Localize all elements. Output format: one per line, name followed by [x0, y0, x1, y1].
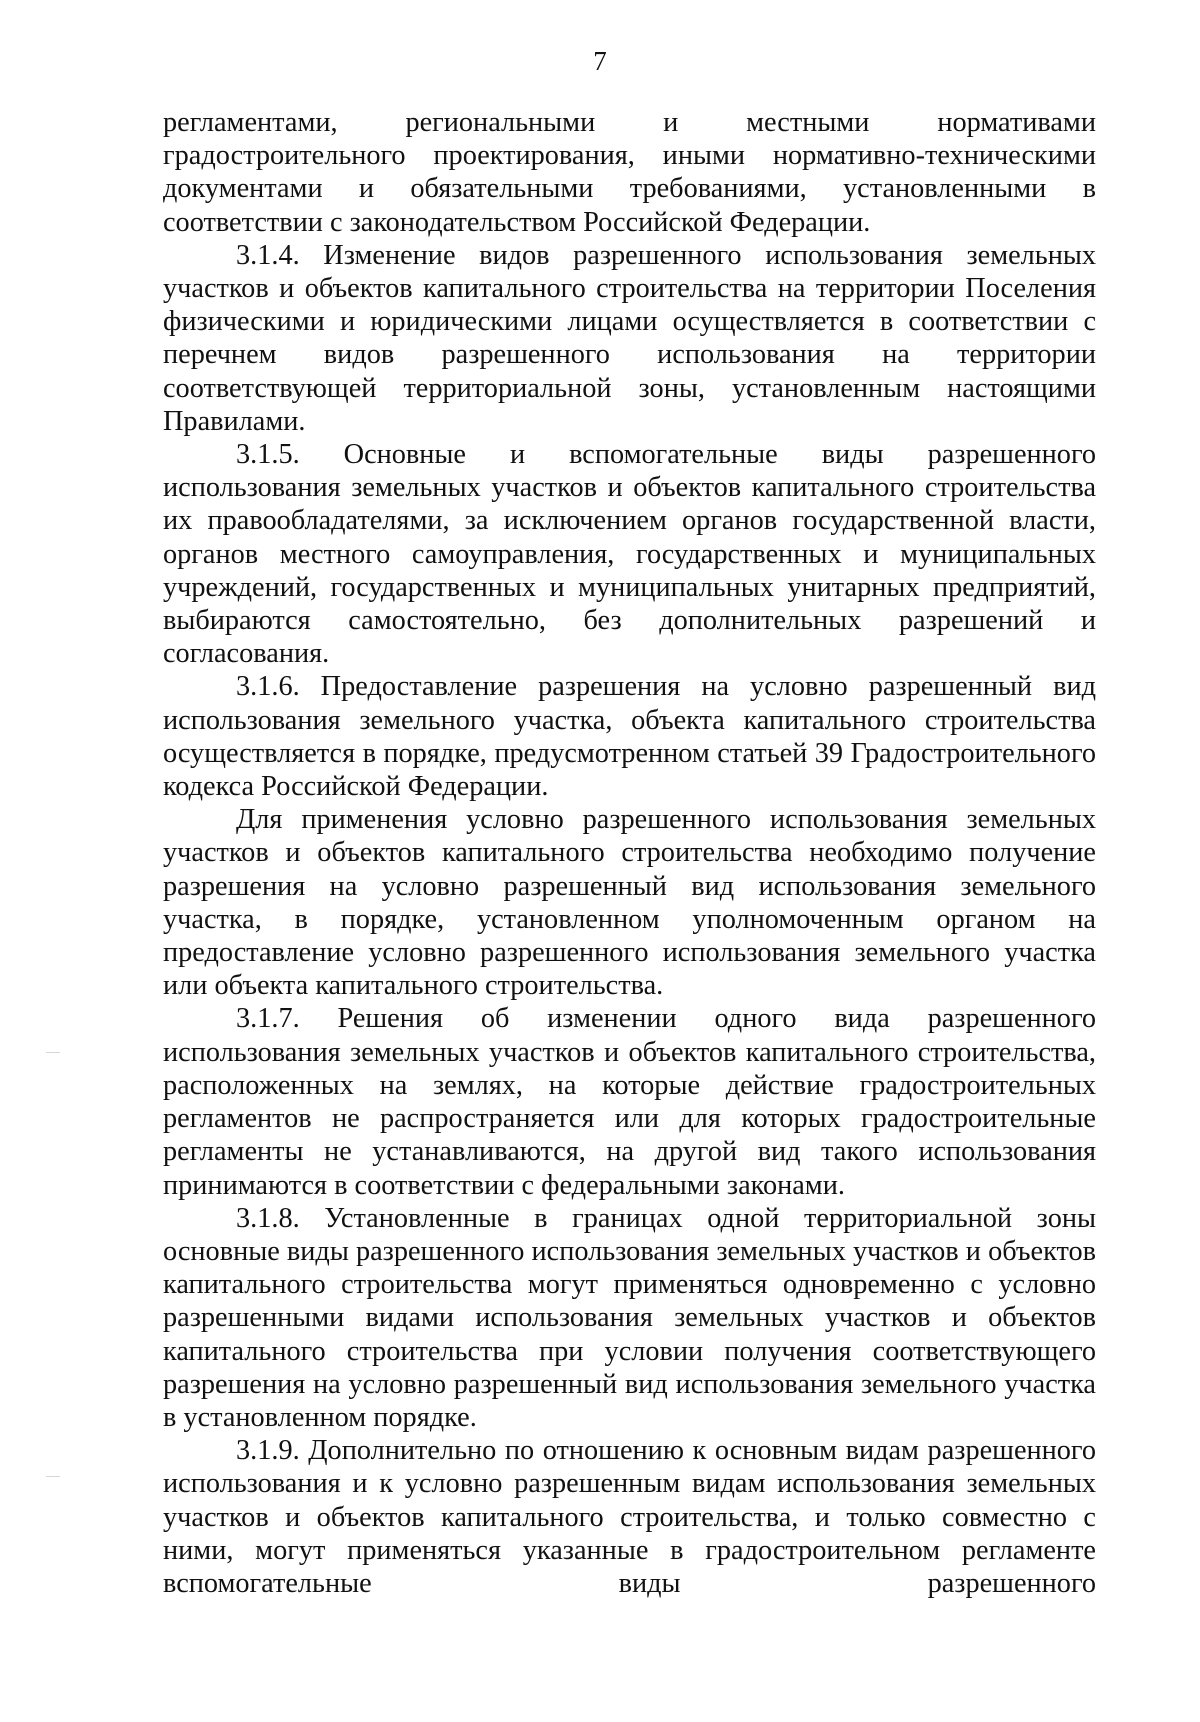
paragraph-3-1-4: 3.1.4. Изменение видов разрешенного использования земельных участков и объектов капитального строительства на территории Поселения физическими и юридическими лицами осуществляется в соответствии с перечнем видов разрешенного использования на территории соответствующей территориальной зоны, установленным настоящими Правилами.	[163, 239, 1096, 437]
paragraph-3-1-8: 3.1.8. Установленные в границах одной территориальной зоны основные виды разрешенного использования земельных участков и объектов капитального строительства могут применяться одновременно с условно разрешенными видами использования земельных участков и объектов капитального строительства при условии получения соответствующего разрешения на условно разрешенный вид использования земельного участка в установленном порядке.	[163, 1202, 1096, 1433]
paragraph-3-1-6: 3.1.6. Предоставление разрешения на условно разрешенный вид использования земельного участка, объекта капитального строительства осуществляется в порядке, предусмотренном статьей 39 Градостроительного кодекса Российской Федерации.	[163, 671, 1096, 803]
scan-artifact-mark	[46, 1476, 60, 1477]
paragraph-3-1-7: 3.1.7. Решения об изменении одного вида разрешенного использования земельных участков и объектов капитального строительства, расположенных на землях, на которые действие градостроительных регламентов не распространяется или для которых градостроительные регламенты не устанавливаются, на другой вид такого использования принимаются в соответствии с федеральными законами.	[163, 1003, 1096, 1201]
scan-artifact-mark	[46, 1052, 60, 1053]
paragraph-continuation-regulations: регламентами, региональными и местными нормативами градостроительного проектирования, иными нормативно-техническими документами и обязательными требованиями, установленными в соответствии с законодательством Российской Федерации.	[163, 107, 1096, 238]
page-number: 7	[593, 46, 607, 76]
paragraph-3-1-5: 3.1.5. Основные и вспомогательные виды разрешенного использования земельных участков и объектов капитального строительства их правообладателями, за исключением органов государственной власти, органов местного самоуправления, государственных и муниципальных учреждений, государственных и муниципальных унитарных предприятий, выбираются самостоятельно, без дополнительных разрешений и согласования.	[163, 439, 1096, 670]
paragraph-3-1-9: 3.1.9. Дополнительно по отношению к основным видам разрешенного использования и к условно разрешенным видам использования земельных участков и объектов капитального строительства, и только совместно с ними, могут применяться указанные в градостроительном регламенте вспомогательные виды разрешенного	[163, 1435, 1096, 1599]
document-body	[163, 106, 1096, 1600]
paragraph-conditional-use: Для применения условно разрешенного использования земельных участков и объектов капитального строительства необходимо получение разрешения на условно разрешенный вид использования земельного участка, в порядке, установленном уполномоченным органом на предоставление условно разрешенного использования земельного участка или объекта капитального строительства.	[163, 804, 1096, 1002]
